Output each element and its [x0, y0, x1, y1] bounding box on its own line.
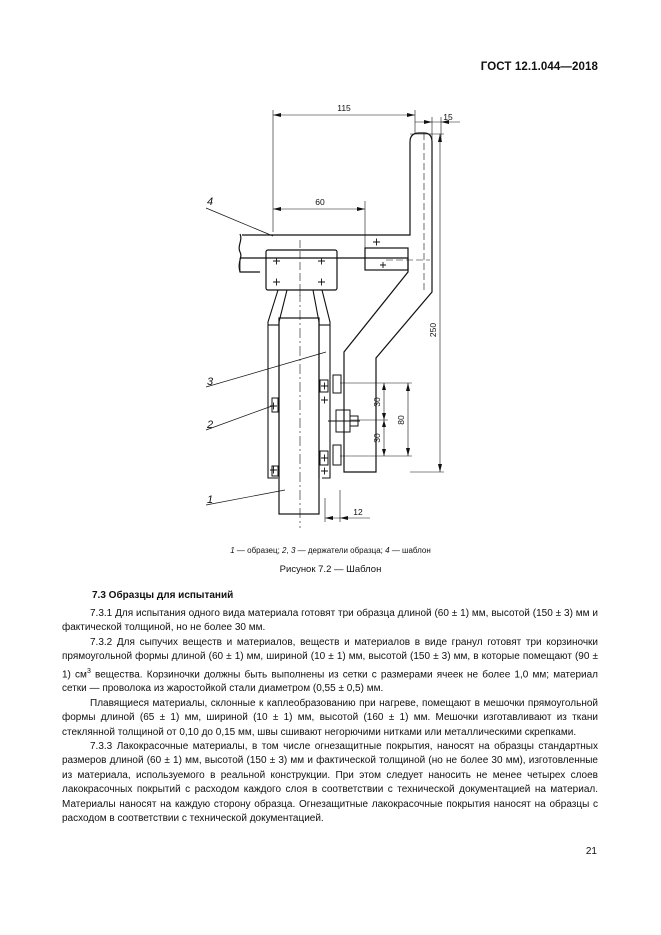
- page-number: 21: [585, 846, 597, 857]
- dim-30-lower: 30: [372, 433, 382, 443]
- label-2: 2: [207, 419, 214, 431]
- sample: [279, 292, 319, 528]
- paragraph-7-3-1: 7.3.1 Для испытания одного вида материала готовят три образца длиной (60 ± 1) мм, высотой (150 ± 3) мм и фактической толщиной, но не более 30 мм.: [62, 608, 598, 634]
- dim-60: 60: [315, 197, 325, 207]
- document-code: ГОСТ 12.1.044—2018: [480, 61, 598, 73]
- figure-caption: Рисунок 7.2 — Шаблон: [279, 564, 382, 575]
- section-body: [62, 607, 598, 826]
- paragraph-melting-materials: Плавящиеся материалы, склонные к каплеобразованию при нагреве, помещают в мешочки прямоугольной формы длиной (65 ± 1) мм, шириной (10 ± 1) мм, высотой (160 ± 1) мм. Мешочки изготавливают из ткани стеклянной толщиной от 0,10 до 0,15 мм, швы сшивают негорючими нитками или металлическими скрепками.: [62, 697, 598, 738]
- dim-80: 80: [396, 415, 406, 425]
- extension-lines: [273, 110, 444, 522]
- dim-15: 15: [443, 112, 453, 122]
- dim-12: 12: [353, 507, 363, 517]
- dimension-arrows: [273, 113, 449, 520]
- section-heading: 7.3 Образцы для испытаний: [92, 590, 234, 601]
- dim-115: 115: [337, 103, 351, 113]
- label-4: 4: [207, 196, 214, 208]
- clamps: [272, 375, 360, 476]
- paragraph-7-3-3: 7.3.3 Лакокрасочные материалы, в том числе огнезащитные покрытия, наносят на образцы стандартных размеров длиной (60 ± 1) мм, высотой (150 ± 3) мм и фактической толщиной (но не более 30 мм), изготовленные из материала, используемого в реальной конструкции. При этом следует наносить не менее четырех слоев лакокрасочных покрытий с расходом каждого слоя в соответствии с технической документацией на материал. Материалы наносят на каждую сторону образца. Огнезащитные лакокрасочные покрытия наносят на образцы с расходом в соответствии с технической документацией.: [62, 740, 598, 825]
- dim-30-upper: 30: [372, 397, 382, 407]
- label-1: 1: [207, 494, 214, 506]
- label-3: 3: [207, 376, 214, 388]
- paragraph-7-3-2: 7.3.2 Для сыпучих веществ и материалов, веществ и материалов в виде гранул готовят три корзиночки прямоугольной формы длиной (60 ± 1) мм, шириной (10 ± 1) мм, высотой (150 ± 3) мм, в которые помещают (90 ± 1) $см^3$ вещества. Корзиночки должны быть выполнены из сетки с размерами ячеек не более 1,0 мм; материал сетки — проволока из жаростойкой стали диаметром (0,55 ± 0,5) мм.: [62, 636, 598, 695]
- figure-legend: 1 — образец; 2, 3 — держатели образца; 4 — шаблон: [230, 546, 431, 555]
- holder-block: [266, 240, 337, 296]
- dim-250: 250: [428, 322, 438, 338]
- fastener-marks: [270, 239, 386, 475]
